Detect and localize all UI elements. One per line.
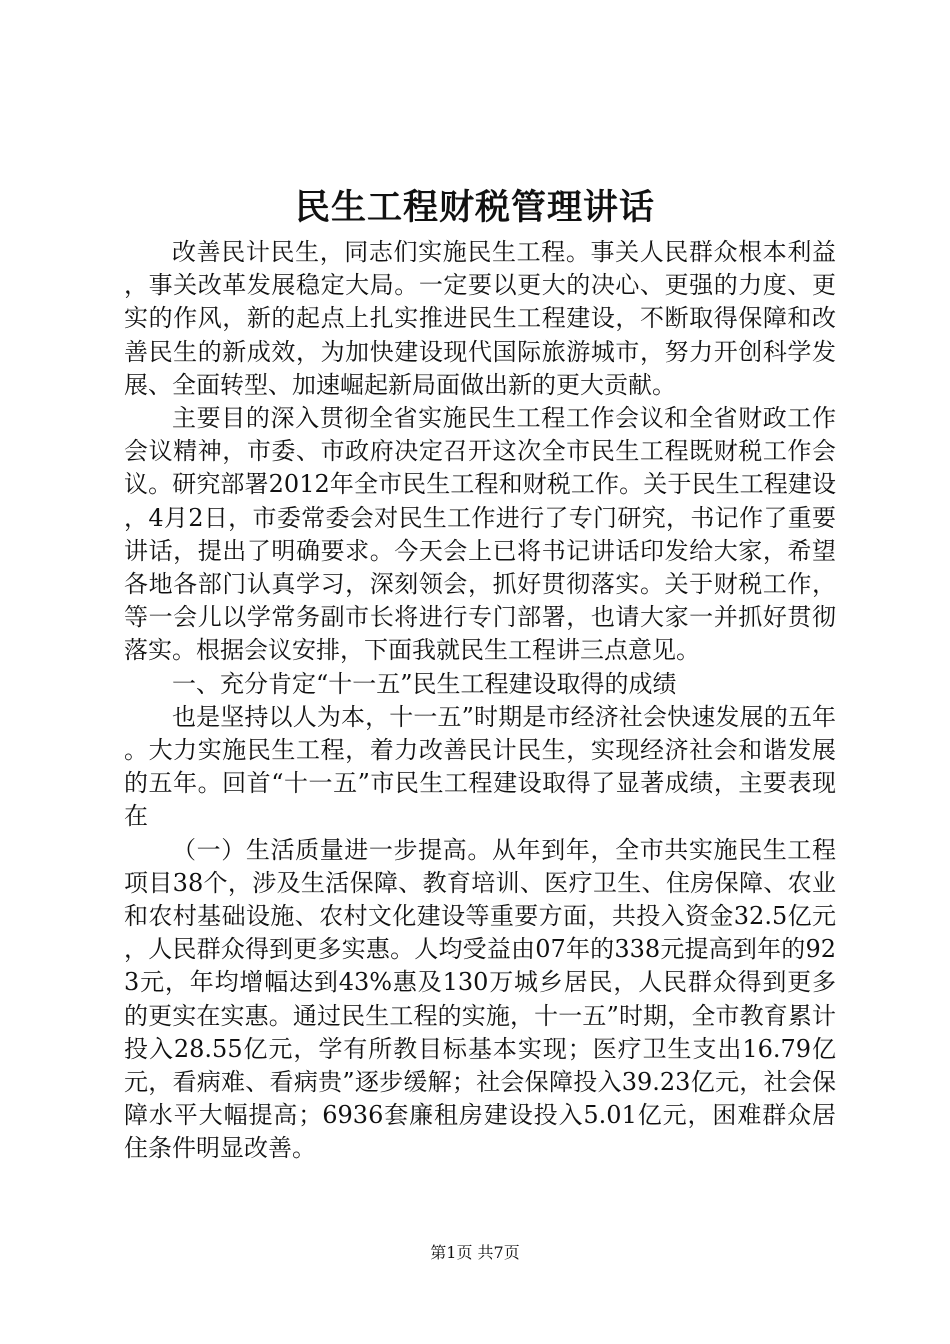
document-body bbox=[124, 236, 836, 1166]
section-heading-1: 一、充分肯定“十一五”民生工程建设取得的成绩 bbox=[172, 669, 677, 698]
document-title: 民生工程财税管理讲话 bbox=[294, 188, 655, 228]
paragraph-review: 也是坚持以人为本，十一五”时期是市经济社会快速发展的五年。大力实施民生工程，着力改善民计民生，实现经济社会和谐发展的五年。回首“十一五”市民生工程建设取得了显著成绩，主要表现在 bbox=[124, 702, 836, 831]
page-footer: 第1页 共7页 bbox=[430, 1243, 520, 1262]
paragraph-quality-of-life: （一）生活质量进一步提高。从年到年，全市共实施民生工程项目38个，涉及生活保障、教育培训、医疗卫生、住房保障、农业和农村基础设施、农村文化建设等重要方面，共投入资金32.5亿元，人民群众得到更多实惠。人均受益由07年的338元提高到年的923元，年均增幅达到43%惠及130万城乡居民，人民群众得到更多的更实在实惠。通过民生工程的实施，十一五”时期，全市教育累计投入28.55亿元，学有所教目标基本实现；医疗卫生支出16.79亿元，看病难、看病贵”逐步缓解；社会保障投入39.23亿元，社会保障水平大幅提高；6936套廉租房建设投入5.01亿元，困难群众居住条件明显改善。 bbox=[124, 835, 836, 1163]
paragraph-intro: 改善民计民生，同志们实施民生工程。事关人民群众根本利益，事关改革发展稳定大局。一定要以更大的决心、更强的力度、更实的作风，新的起点上扎实推进民生工程建设，不断取得保障和改善民生的新成效，为加快建设现代国际旅游城市，努力开创科学发展、全面转型、加速崛起新局面做出新的更大贡献。 bbox=[124, 238, 836, 399]
paragraph-purpose: 主要目的深入贯彻全省实施民生工程工作会议和全省财政工作会议精神，市委、市政府决定召开这次全市民生工程既财税工作会议。研究部署2012年全市民生工程和财税工作。关于民生工程建设，4月2日，市委常委会对民生工作进行了专门研究，书记作了重要讲话，提出了明确要求。今天会上已将书记讲话印发给大家，希望各地各部门认真学习，深刻领会，抓好贯彻落实。关于财税工作，等一会儿以学常务副市长将进行专门部署，也请大家一并抓好贯彻落实。根据会议安排，下面我就民生工程讲三点意见。 bbox=[124, 404, 836, 665]
